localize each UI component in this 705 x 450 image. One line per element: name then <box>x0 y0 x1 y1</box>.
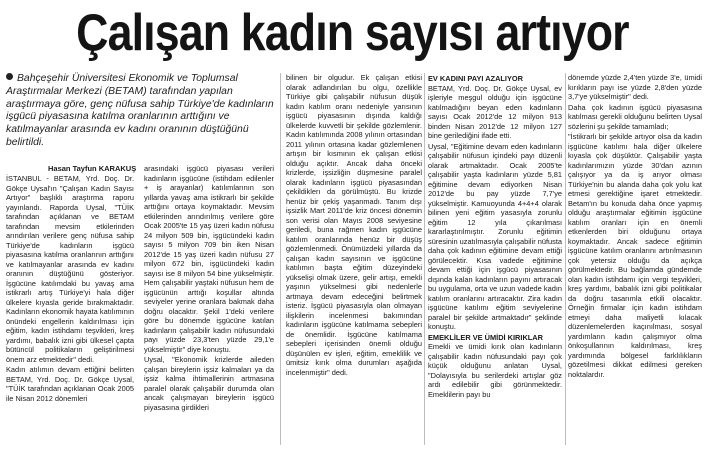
paragraph: "İstikrarlı bir şekilde artıyor olsa da kadın işgücüne katılımı hala diğer ülkelere kıyasla çok düşüktür. Çalışabilir yaşta kadınlarımızın yüzde 30'dan azının çalışıyor ya da iş arıyor olması Türkiye'nin bu alanda daha çok yolu kat etmesi gerektiğine işaret etmektedir. Betam'ın bu konuda daha önce yapmış olduğu araştırmalar eğitimin işgücüne katılım oranları için en önemli etkenlerden biri olduğunu ortaya koymaktadır. Ancak sadece eğitimin işgücüne katılım oranlarını artırılmasının çok yetersiz olduğu da açıkça görülmektedir. Bu bağlamda gündemde olan kadın istihdamı için vergi teşvikleri, kreş yardımı, babalık izni gibi politikalar da doğru tasarımla etkili olacaktır. Örneğin firmalar için kadın istihdam etmeyi daha maliyetli kılacak düzenlemelerden kaçınılması, sosyal yardımların kadın çalışmıyor olma önkoşullarının kaldırılması, kreş yardımında bölgesel farklılıkların gözetilmesi dikkat edilmesi gereken noktalardır. <box>568 132 702 379</box>
column-2 <box>144 164 274 450</box>
paragraph: arasındaki işgücü piyasası verileri kadınların işgücüne (istihdam edilenler + iş arayanlar) katılımlarının son yıllarda yavaş ama istikrarlı bir şekilde arttığını ortaya koymaktadır. Mevsim etkilerinden arındırılmış verilere göre Ocak 2005'te 15 yaş üzeri kadın nüfusu 24 milyon 509 bin, işgücündeki kadın sayısı 5 milyon 709 bin iken Nisan 2012'de 15 yaş üzeri kadın nüfusu 27 milyon 672 bin, işgücündeki kadın sayısı ise 8 milyon 54 bine yükselmiştir. Hem çalışabilir yaştaki nüfusun hem de işgücünün arttığı koşullar altında seviyeler yerine oranlara bakmak daha doğru olacaktır. Şekil 1'deki verilere göre bu dönemde işgücüne katılan kadınların çalışabilir kadın nüfusundaki payı yüzde 23,3'ten yüzde 29,1'e yükselmiştir" diye konuştu. <box>144 164 274 354</box>
column-1 <box>6 174 134 450</box>
column-divider <box>565 73 566 445</box>
paragraph: Daha çok kadının işgücü piyasasına katılması gerekli olduğunu belirten Uysal sözlerini şu şekilde tamamladı; <box>568 102 702 131</box>
article-summary <box>6 73 278 169</box>
byline: Hasan Tayfun KARAKUŞ <box>48 164 137 173</box>
headline: Çalışan kadın sayısı artıyor <box>76 4 629 62</box>
subheading: EMEKLİLER VE ÜMİDİ KIRIKLAR <box>428 332 543 342</box>
paragraph: Uysal, "Ekonomik krizlerde aileden çalışan bireylerin işsiz kalmaları ya da işsiz kalma ihtimallerinin artmasına paralel olarak çalışabilir durumda olan ancak çalışmayan bireylerin işgücü piyasasına girdikleri <box>144 355 274 412</box>
paragraph: Uysal, "Eğitimine devam eden kadınların çalışabilir nüfusun içindeki payı düzenli olarak artmaktadır. Ocak 2005'te çalışabilir yaşta kadınların yüzde 5,81 eğitimine devam ediyorken Nisan 2012'de bu pay yüzde 7,7'ye yükselmiştir. Kamuoyunda 4+4+4 olarak bilinen yeni eğitim yasasıyla zorunlu eğitim 12 yıla çıkarılması kararlaştırılmıştır. Zorunlu eğitimin süresinin uzatılmasıyla çalışabilir nüfusta daha çok kadının eğitimine devam ettiği görülecektir. Kısa vadede eğitimine devam ettiği için işgücü piyasasının dışında kalan kadınların payını artıracak bu uygulama, orta ve uzun vadede kadın katılım oranlarını artıracaktır. Zira kadın işgücüne katılımı eğitim seviyelerine paralel bir şekilde artmaktadır" şeklinde konuştu. <box>428 141 562 331</box>
summary-text: Bahçeşehir Üniversitesi Ekonomik ve Toplumsal Araştırmalar Merkezi (BETAM) tarafından yapılan araştırmaya göre, genç nüfusa sahip Türkiye'de kadınların işgücü piyasasına katılma oranlarının arttığını ve katılmayanlar arasında ev kadını oranının düştüğünü belirtildi. <box>6 73 274 148</box>
paragraph: BETAM, Yrd. Doç. Dr. Gökçe Uysal, ev işleriyle meşgul olduğu için işgücüne katılmadığını beyan eden kadınların sayısı Ocak 2012'de 12 milyon 913 binden Nisan 2012'de 12 milyon 127 bine gerilediğini ifade etti. <box>428 83 562 140</box>
subheading: EV KADINI PAYI AZALIYOR <box>428 74 523 83</box>
column-5 <box>568 73 702 450</box>
column-divider <box>424 73 425 445</box>
bullet-icon <box>6 73 13 80</box>
column-divider <box>280 73 281 445</box>
paragraph: dönemde yüzde 2,4'ten yüzde 3'e, ümidi kırıkların payı ise yüzde 2,8'den yüzde 3,7'ye yükselmiştir" dedi. <box>568 73 702 101</box>
column-4 <box>428 73 562 450</box>
paragraph: İSTANBUL - BETAM, Yrd. Doç. Dr. Gökçe Uysal'ın "Çalışan Kadın Sayısı Artıyor" başlıklı araştırma raporu yayınlandı. Raporda Uysal, "TÜİK tarafından açıklanan ve BETAM tarafından mevsim etkilerinden arındırılan verilere genç nüfusa sahip Türkiye'de kadınların işgücü piyasasına katılma oranlarının arttığını ve katılmayanlar arasında ev kadını oranının düştüğünü gösteriyor. İşgücüne katılımdaki bu yavaş ama istikrarlı artış Türkiye'yi hala diğer ülkelere kıyasla geride bırakmaktadır. Kadınların ekonomik hayata katılımının önündeki engellerin kaldırılması için eğitim, kadın istihdamı teşvikleri, kreş yardımı, babalık izni gibi ülkesel çapta bütüncül politikaların geliştirilmesi önem arz etmektedir" dedi. <box>6 174 134 364</box>
column-3 <box>286 73 422 450</box>
paragraph: Emekli ve ümidi kırık olan kadınların çalışabilir kadın nüfusundaki payı çok küçük olduğunu anlatan Uysal, "Dolayısıyla bu serilerdeki artışlar göz ardı edilebilir gibi görünmektedir. Emeklilerin payı bu <box>428 342 562 399</box>
paragraph: Kadın atılımın devam ettiğini belirten BETAM, Yrd. Doç. Dr. Gökçe Uysal, "TÜİK tarafından açıklanan Ocak 2005 ile Nisan 2012 dönemleri <box>6 365 134 403</box>
paragraph: bilinen bir olgudur. Ek çalışan etkisi olarak adlandırılan bu olgu, özellikle Türkiye gibi çalışabilir nüfusun düşük kadın katılım oranı nedeniyle yarısının işgücü piyasasının dışında kaldığı ülkelerde kuvvetli bir şekilde gözlemlenir. Kadın katılımında 2008 yılının ortasından 2011 yılının ortasına kadar gözlemlenen artışın bir kısmının ek çalışan etkisi olduğu açıktır. Ancak daha önceki krizlerde, işsizliğin düşmesine paralel olarak kadınların işgücü piyasasından çekildiklerı da görülmüştü. Bu krizde henüz bir çekiş yaşanmadı. Tanım dışı işsizlik Mart 2011'de kriz öncesi dönemin son verisi olan Mayıs 2008 seviyesine geriledi, buna rağmen kadın işgücüne katılım oranlarında henüz bir düşüş gözlemlenmedi. Önümüzdeki yıllarda da çalışan kadın sayısının ve işgücüne katılımın başta eğitim düzeyindeki yükselişi olmak üzere, gelir artışı, emekli yaşının yükselmesi gibi nedenlerle artmaya devam edeceğini belirtmek isteriz. İşgücü piyasasıyla olan olmayan ilişkilerin incelenmesi bakımından kadınların işgücüne katılmama sebepleri de önemlidir. İşgücüne katılmama sebepleri içerisinden önemli olduğu düşünülen ev işleri, eğitim, emeklilik ve ümitsiz kırık olma durumları aşağıda incelenmiştir" dedi. <box>286 73 422 377</box>
